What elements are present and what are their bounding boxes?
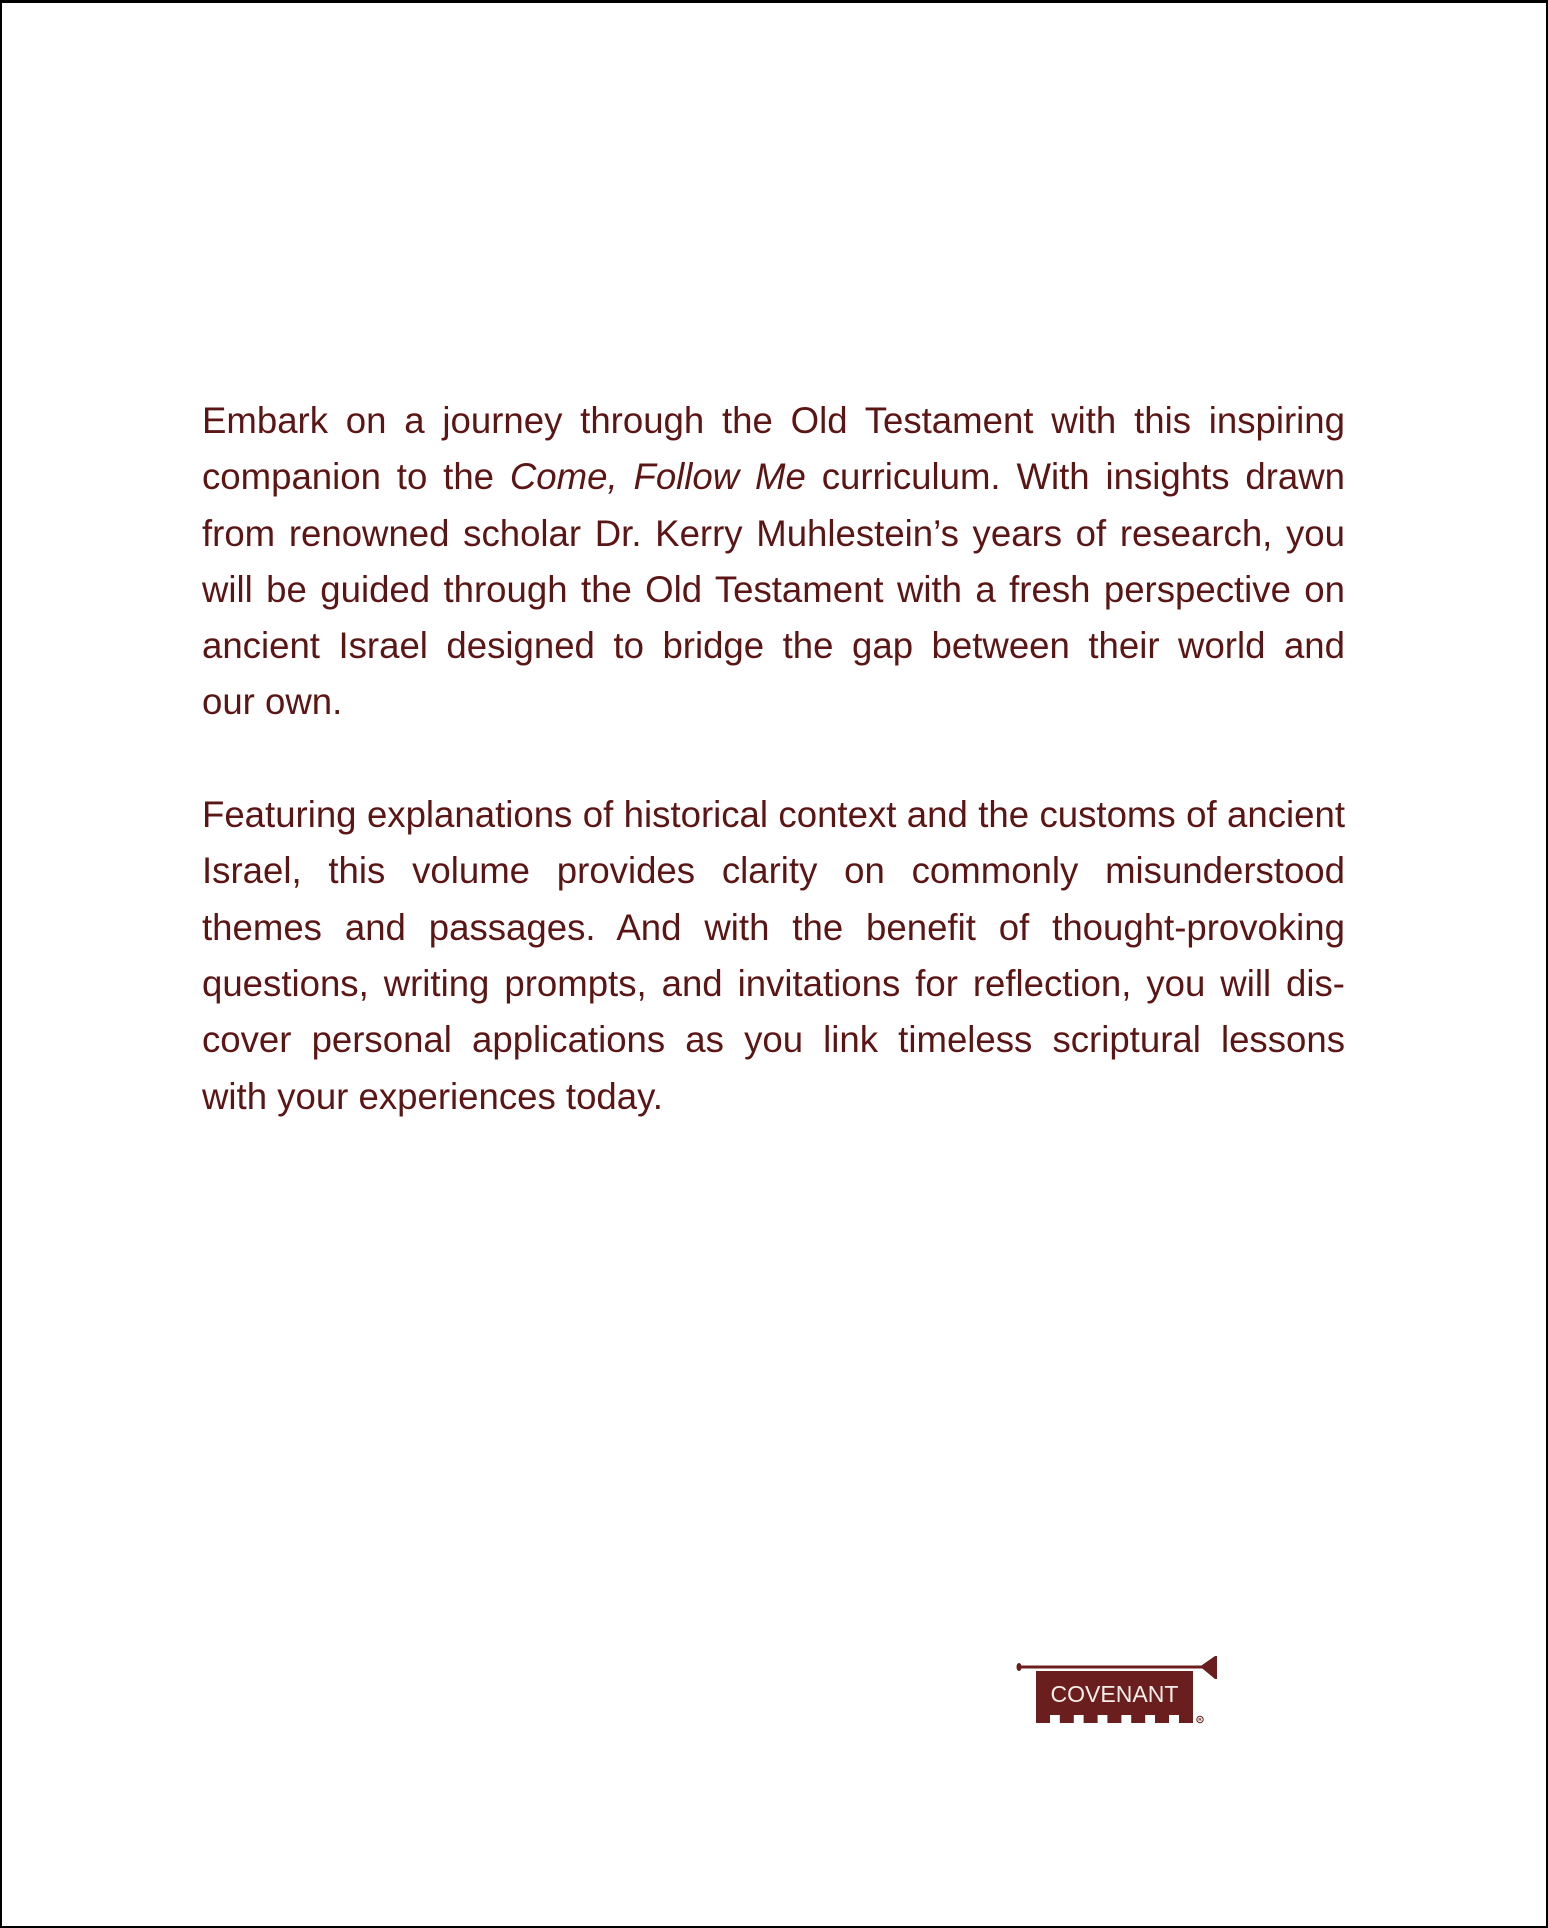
text-line: cover personal applications as you link timeless scriptural lessons <box>202 1019 1345 1061</box>
curriculum-title: Come, Follow Me <box>509 456 806 498</box>
covenant-publisher-logo <box>1014 1651 1224 1731</box>
publisher-name: COVENANT <box>1050 1681 1179 1707</box>
description-paragraph-1 <box>202 393 1345 731</box>
text-line: our own. <box>202 681 343 723</box>
text-line: Israel, this volume provides clarity on commonly misunderstood <box>202 850 1345 892</box>
text-line: ancient Israel designed to bridge the gap between their world and <box>202 625 1345 667</box>
description-paragraph-2 <box>202 787 1345 1125</box>
text-line: with your experiences today. <box>202 1075 663 1117</box>
text-line: will be guided through the Old Testament with a fresh perspective on <box>202 568 1345 610</box>
text-line: from renowned scholar Dr. Kerry Muhlestein’s years of research, you <box>202 512 1345 554</box>
svg-text:R: R <box>1198 1717 1202 1723</box>
text-line: companion to the Come, Follow Me curriculum. With insights drawn <box>202 456 1345 498</box>
trumpet-banner-icon <box>1014 1651 1224 1731</box>
text-line: Embark on a journey through the Old Testament with this inspiring <box>202 400 1345 441</box>
book-description <box>202 393 1345 1125</box>
text-line: questions, writing prompts, and invitations for reflection, you will dis- <box>202 962 1345 1004</box>
text-line: Featuring explanations of historical context and the customs of ancient <box>202 794 1345 836</box>
text-line: themes and passages. And with the benefit of thought-provoking <box>202 906 1345 948</box>
